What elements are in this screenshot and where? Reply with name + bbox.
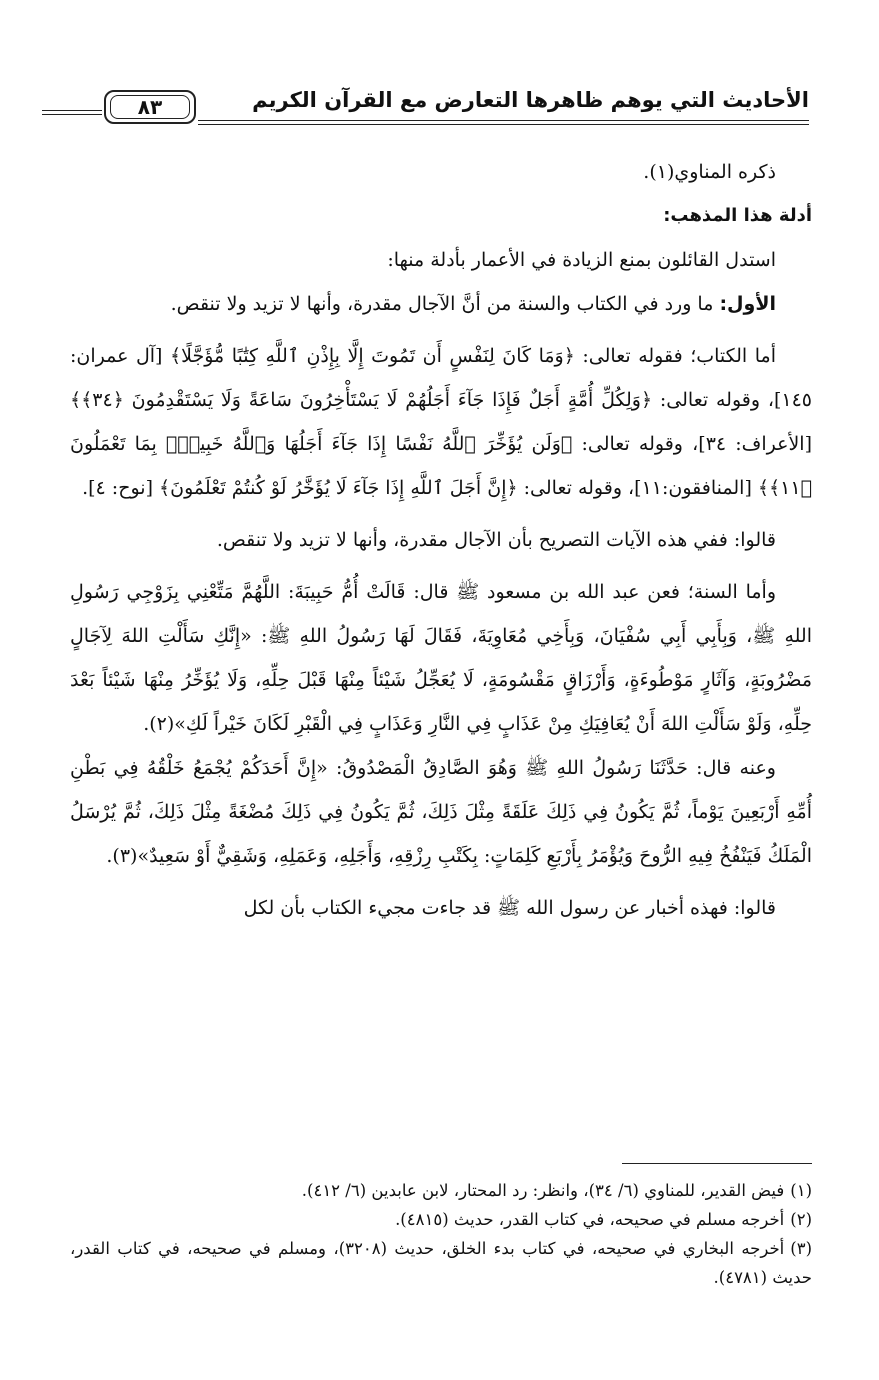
paragraph: ذكره المناوي(١).: [643, 161, 776, 183]
main-text: [70, 150, 812, 930]
header-rule: [198, 124, 809, 125]
footnote-number: (١): [790, 1181, 812, 1200]
footnote-separator: [622, 1163, 812, 1164]
footnote-number: (٣): [790, 1239, 812, 1258]
footnote-text: فيض القدير، للمناوي (٦/ ٣٤)، وانظر: رد المحتار، لابن عابدين (٦/ ٤١٢).: [301, 1181, 785, 1200]
footnote-text: أخرجه مسلم في صحيحه، في كتاب القدر، حديث (٤٨١٥).: [395, 1210, 785, 1229]
footnote: [70, 1205, 812, 1234]
footnote: [70, 1176, 812, 1205]
paragraph: [70, 282, 812, 326]
paragraph: وعنه قال: حَدَّثَنَا رَسُولُ اللهِ ﷺ وَهُوَ الصَّادِقُ الْمَصْدُوقُ: «إِنَّ أَحَدَكُمْ يُجْمَعُ خَلْقُهُ فِي بَطْنِ أُمِّهِ أَرْبَعِينَ يَوْماً، ثُمَّ يَكُونُ فِي ذَلِكَ عَلَقَةً مِثْلَ ذَلِكَ، ثُمَّ يَكُونُ فِي ذَلِكَ مُضْغَةً مِثْلَ ذَلِكَ، ثُمَّ يُرْسَلُ الْمَلَكُ فَيَنْفُخُ فِيهِ الرُّوحَ وَيُؤْمَرُ بِأَرْبَعِ كَلِمَاتٍ: بِكَتْبِ رِزْقِهِ، وَأَجَلِهِ، وَعَمَلِهِ، وَشَقِيٌّ أَوْ سَعِيدٌ»(٣).: [70, 757, 812, 867]
header-rule: [198, 120, 809, 121]
running-header: [0, 88, 879, 138]
paragraph-lead: الأول:: [719, 293, 776, 315]
page-number: ٨٣: [110, 95, 190, 119]
footnotes: [70, 1176, 812, 1292]
header-rule-left: [42, 114, 102, 115]
page-number-frame: [104, 90, 196, 124]
header-title: الأحاديث التي يوهم ظاهرها التعارض مع القرآن الكريم: [252, 88, 809, 112]
footnote: [70, 1234, 812, 1292]
paragraph: استدل القائلون بمنع الزيادة في الأعمار بأدلة منها:: [387, 249, 776, 271]
footnote-number: (٢): [790, 1210, 812, 1229]
paragraph: وأما السنة؛ فعن عبد الله بن مسعود ﷺ قال: قَالَتْ أُمُّ حَبِيبَةَ: اللَّهُمَّ مَتِّعْنِي بِزَوْجِي رَسُولِ اللهِ ﷺ، وَبِأَبِي أَبِي سُفْيَانَ، وَبِأَخِي مُعَاوِيَةَ، فَقَالَ لَهَا رَسُولُ اللهِ ﷺ: «إِنَّكِ سَأَلْتِ اللهَ لِآجَالٍ مَضْرُوبَةٍ، وَآثَارٍ مَوْطُوءَةٍ، وَأَرْزَاقٍ مَقْسُومَةٍ، لَا يُعَجِّلُ شَيْئاً مِنْهَا قَبْلَ حِلِّهِ، وَلَا يُؤَخِّرُ مِنْهَا شَيْئاً بَعْدَ حِلِّهِ، وَلَوْ سَأَلْتِ اللهَ أَنْ يُعَافِيَكِ مِنْ عَذَابٍ فِي النَّارِ وَعَذَابٍ فِي الْقَبْرِ لَكَانَ خَيْراً لَكِ»(٢).: [70, 581, 812, 735]
paragraph: قالوا: فهذه أخبار عن رسول الله ﷺ قد جاءت مجيء الكتاب بأن لكل: [243, 897, 776, 919]
section-heading: أدلة هذا المذهب:: [663, 205, 812, 226]
footnote-text: أخرجه البخاري في صحيحه، في كتاب بدء الخلق، حديث (٣٢٠٨)، ومسلم في صحيحه، في كتاب القدر، حديث (٤٧٨١).: [70, 1239, 812, 1287]
header-rule-left: [42, 110, 102, 111]
paragraph: قالوا: ففي هذه الآيات التصريح بأن الآجال مقدرة، وأنها لا تزيد ولا تنقص.: [216, 529, 776, 551]
paragraph: أما الكتاب؛ فقوله تعالى: ﴿وَمَا كَانَ لِنَفْسٍ أَن تَمُوتَ إِلَّا بِإِذْنِ ٱللَّهِ كِتَٰبًا مُّؤَجَّلًا﴾ [آل عمران: ١٤٥]، وقوله تعالى: ﴿وَلِكُلِّ أُمَّةٍ أَجَلٌ فَإِذَا جَآءَ أَجَلُهُمْ لَا يَسْتَأْخِرُونَ سَاعَةً وَلَا يَسْتَقْدِمُونَ ﴿٣٤﴾﴾ [الأعراف: ٣٤]، وقوله تعالى: ﴿وَلَن يُؤَخِّرَ ٱللَّهُ نَفْسًا إِذَا جَآءَ أَجَلُهَا وَٱللَّهُ خَبِيرٌۢ بِمَا تَعْمَلُونَ ﴿١١﴾﴾ [المنافقون:١١]، وقوله تعالى: ﴿إِنَّ أَجَلَ ٱللَّهِ إِذَا جَآءَ لَا يُؤَخَّرُ لَوْ كُنتُمْ تَعْلَمُونَ﴾ [نوح: ٤].: [70, 345, 813, 499]
paragraph-text: ما ورد في الكتاب والسنة من أنَّ الآجال مقدرة، وأنها لا تزيد ولا تنقص.: [170, 293, 720, 315]
